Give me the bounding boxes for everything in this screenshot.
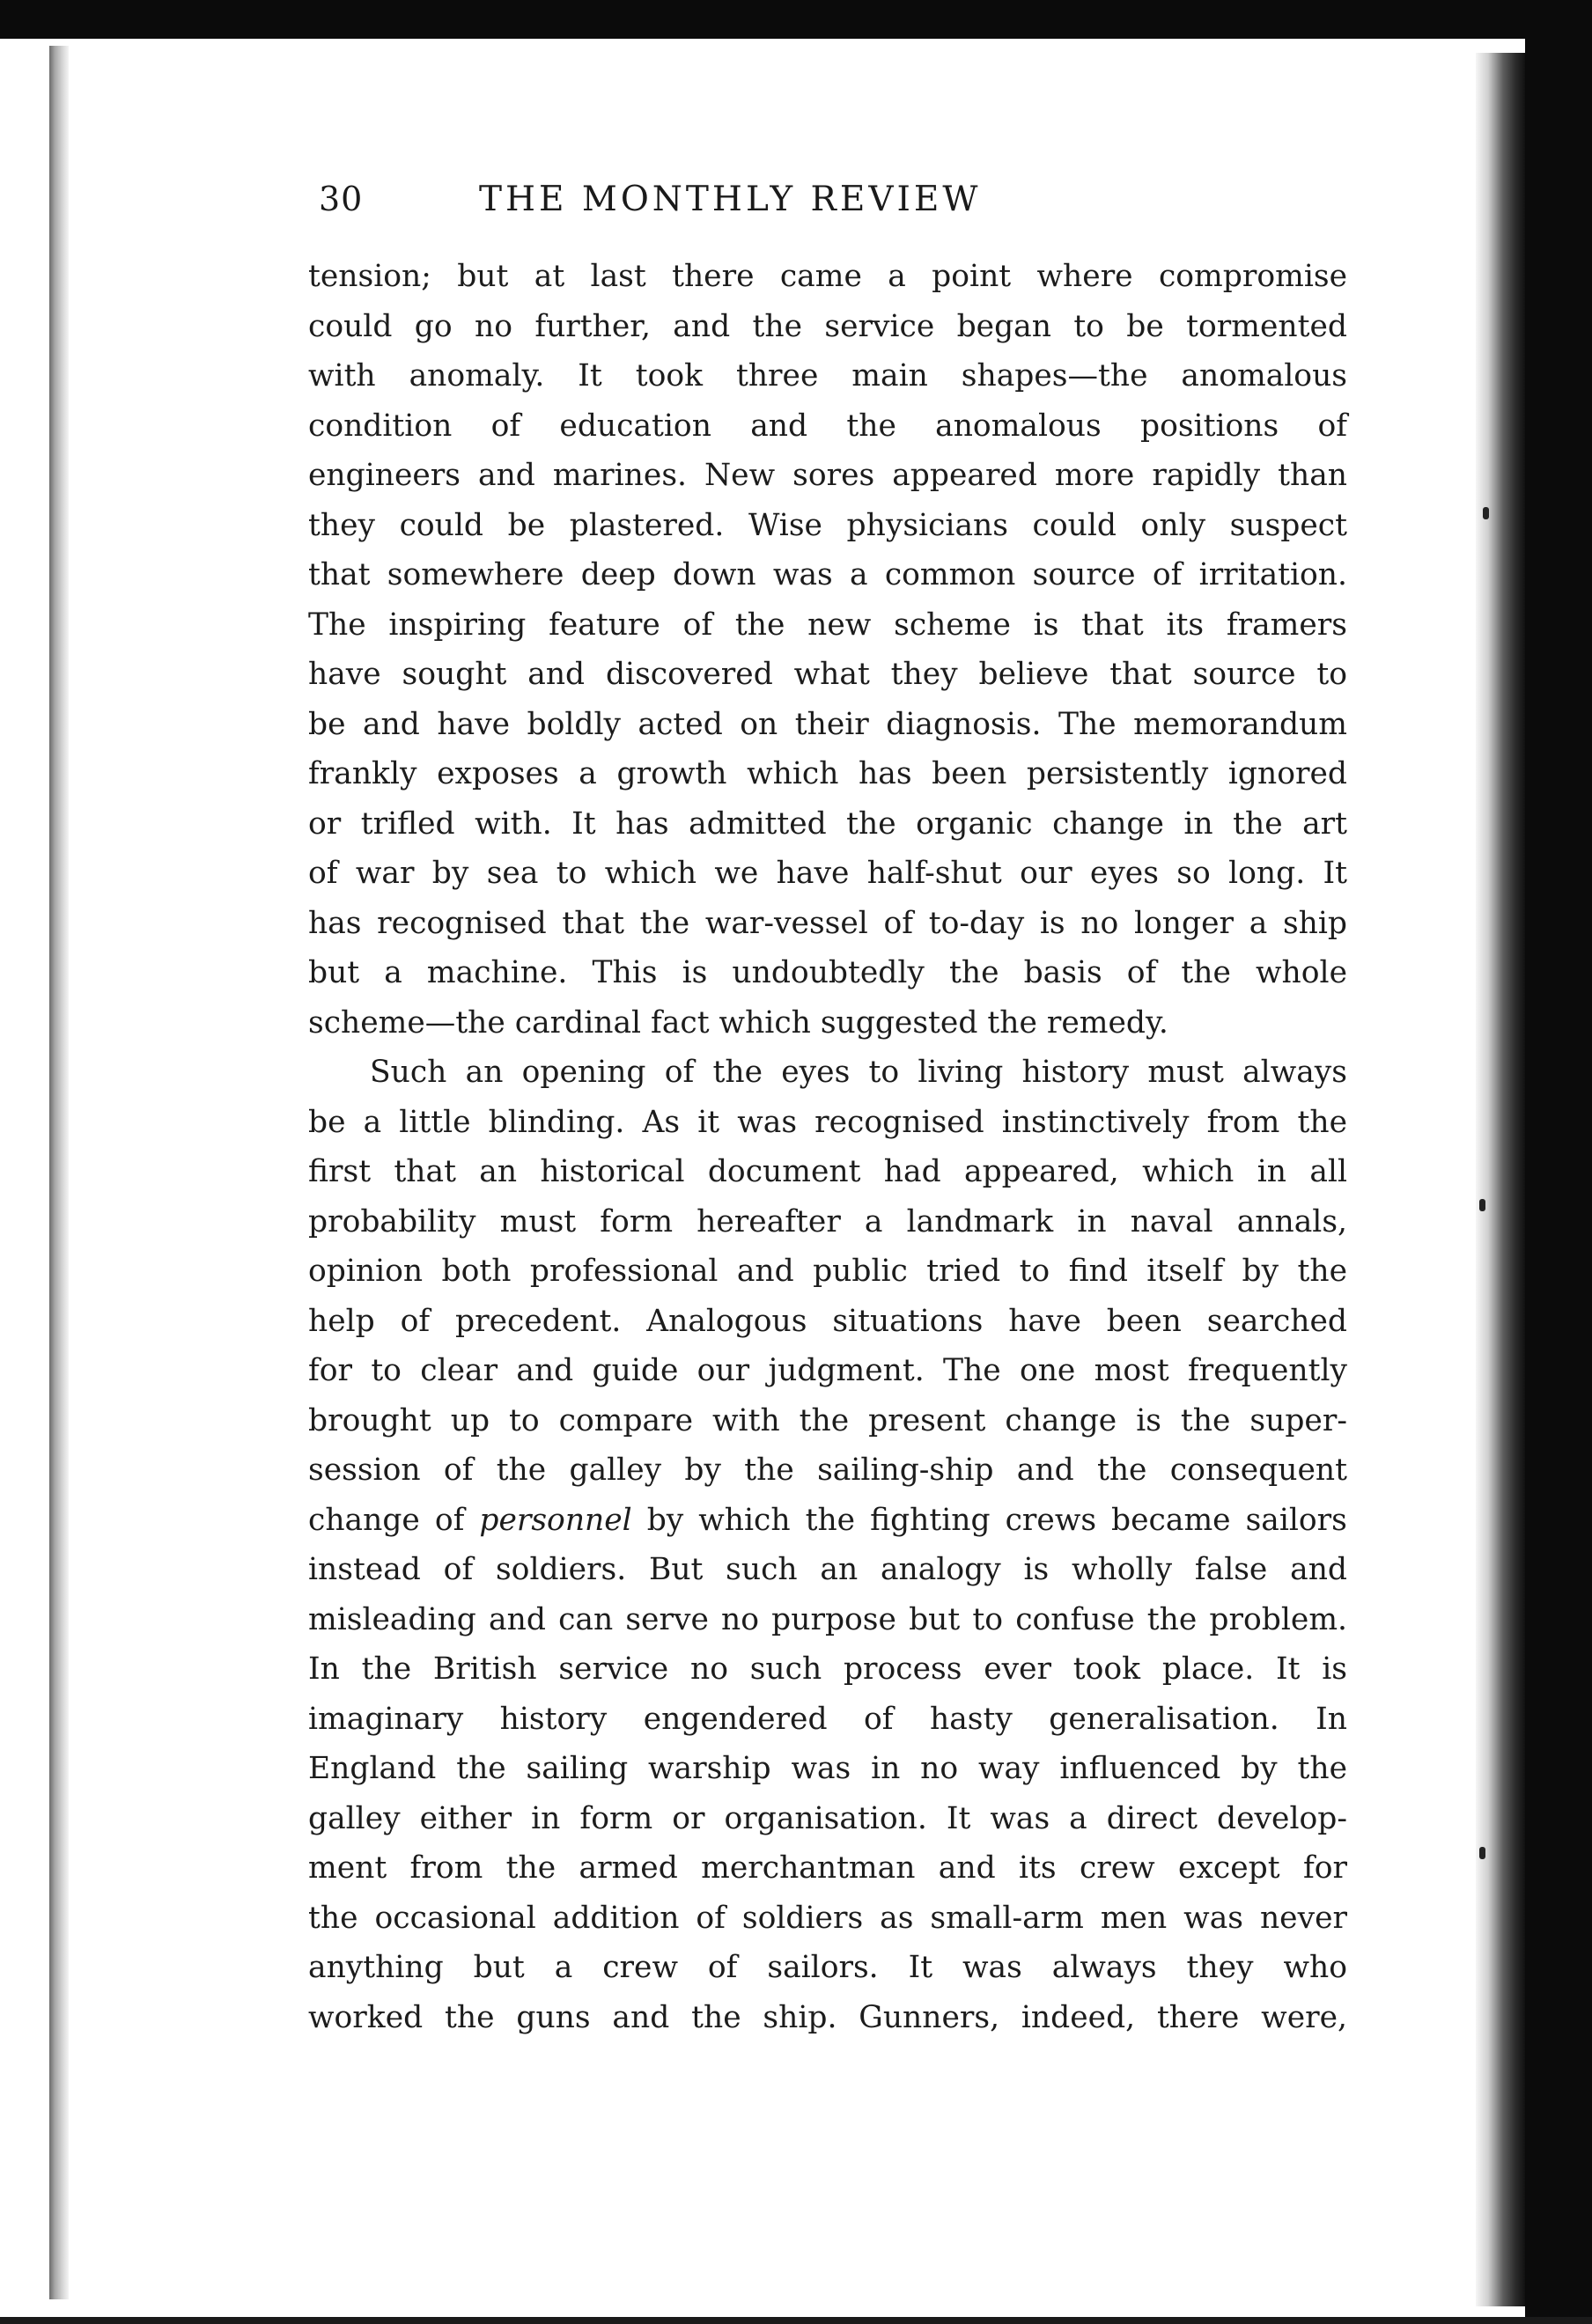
text-line: anything but a crew of sailors. It was always they who: [308, 1950, 1347, 1985]
text-line: In the British service no such process ever took place. It is: [308, 1651, 1347, 1687]
word: became: [1111, 1502, 1231, 1538]
word: which: [698, 1502, 791, 1538]
text-line: frankly exposes a growth which has been persistently ignored: [308, 756, 1347, 791]
page-right-edge-shadow: [1476, 53, 1525, 2306]
word: sailors: [1245, 1502, 1347, 1538]
text-line: imaginary history engendered of hasty generalisation. In: [308, 1701, 1347, 1737]
word: the: [805, 1502, 856, 1538]
text-line: that somewhere deep down was a common source of irritation.: [308, 557, 1347, 592]
paragraph-first-line: Such an opening of the eyes to living history must always: [370, 1055, 1347, 1090]
text-line: could go no further, and the service began to be tormented: [308, 308, 1347, 344]
page-number: 30: [319, 180, 364, 218]
text-line: help of precedent. Analogous situations have been searched: [308, 1303, 1347, 1339]
text-line: brought up to compare with the present change is the super-: [308, 1402, 1347, 1438]
running-title: THE MONTHLY REVIEW: [479, 180, 982, 219]
word: crews: [1005, 1502, 1097, 1538]
text-line: session of the galley by the sailing-ship and the consequent: [308, 1452, 1347, 1488]
text-line: but a machine. This is undoubtedly the basis of the whole: [308, 955, 1347, 990]
text-line: opinion both professional and public tried to find itself by the: [308, 1254, 1347, 1289]
text-line: with anomaly. It took three main shapes—the anomalous: [308, 358, 1347, 393]
text-line: be and have boldly acted on their diagnosis. The memorandum: [308, 706, 1347, 742]
text-line: of war by sea to which we have half-shut our eyes so long. It: [308, 856, 1347, 891]
margin-mark: [1479, 1199, 1485, 1211]
page-gutter-shadow: [49, 46, 69, 2299]
text-line: tension; but at last there came a point where compromise: [308, 259, 1347, 294]
word: by: [646, 1502, 684, 1538]
word: change: [308, 1502, 420, 1538]
text-line: they could be plastered. Wise physicians could only suspect: [308, 507, 1347, 543]
text-line: worked the guns and the ship. Gunners, indeed, there were,: [308, 1999, 1347, 2035]
text-line: be a little blinding. As it was recognised instinctively from the: [308, 1104, 1347, 1140]
page-header: [319, 180, 1129, 232]
text-line: have sought and discovered what they believe that source to: [308, 657, 1347, 692]
text-line: England the sailing warship was in no way influenced by the: [308, 1751, 1347, 1786]
text-line-with-italic: [308, 1496, 1347, 1546]
body-text: [308, 252, 1347, 2042]
text-line: first that an historical document had appeared, which in all: [308, 1154, 1347, 1189]
text-line: probability must form hereafter a landmark in naval annals,: [308, 1203, 1347, 1239]
word: fighting: [870, 1502, 991, 1538]
text-line: for to clear and guide our judgment. The one most frequently: [308, 1353, 1347, 1388]
margin-mark: [1479, 1847, 1485, 1859]
text-line: the occasional addition of soldiers as small-arm men was never: [308, 1900, 1347, 1936]
text-line: condition of education and the anomalous positions of: [308, 408, 1347, 444]
text-line: misleading and can serve no purpose but to confuse the problem.: [308, 1601, 1347, 1637]
text-line: or trifled with. It has admitted the organic change in the art: [308, 805, 1347, 842]
scan-border-top: [0, 0, 1592, 39]
text-line: engineers and marines. New sores appeared more rapidly than: [308, 458, 1347, 493]
italic-word: personnel: [479, 1502, 632, 1538]
text-line: galley either in form or organisation. It was a direct develop-: [308, 1800, 1347, 1836]
text-line: ment from the armed merchantman and its crew except for: [308, 1850, 1347, 1886]
text-line: has recognised that the war-vessel of to-day is no longer a ship: [308, 905, 1347, 941]
text-line: scheme—the cardinal fact which suggested the remedy.: [308, 1004, 1168, 1041]
text-line: instead of soldiers. But such an analogy is wholly false and: [308, 1552, 1347, 1587]
scan-border-right: [1525, 0, 1592, 2324]
scan-border-bottom: [0, 2317, 1592, 2324]
word: of: [434, 1502, 465, 1538]
margin-mark: [1483, 507, 1489, 519]
text-line: The inspiring feature of the new scheme is that its framers: [308, 607, 1347, 643]
